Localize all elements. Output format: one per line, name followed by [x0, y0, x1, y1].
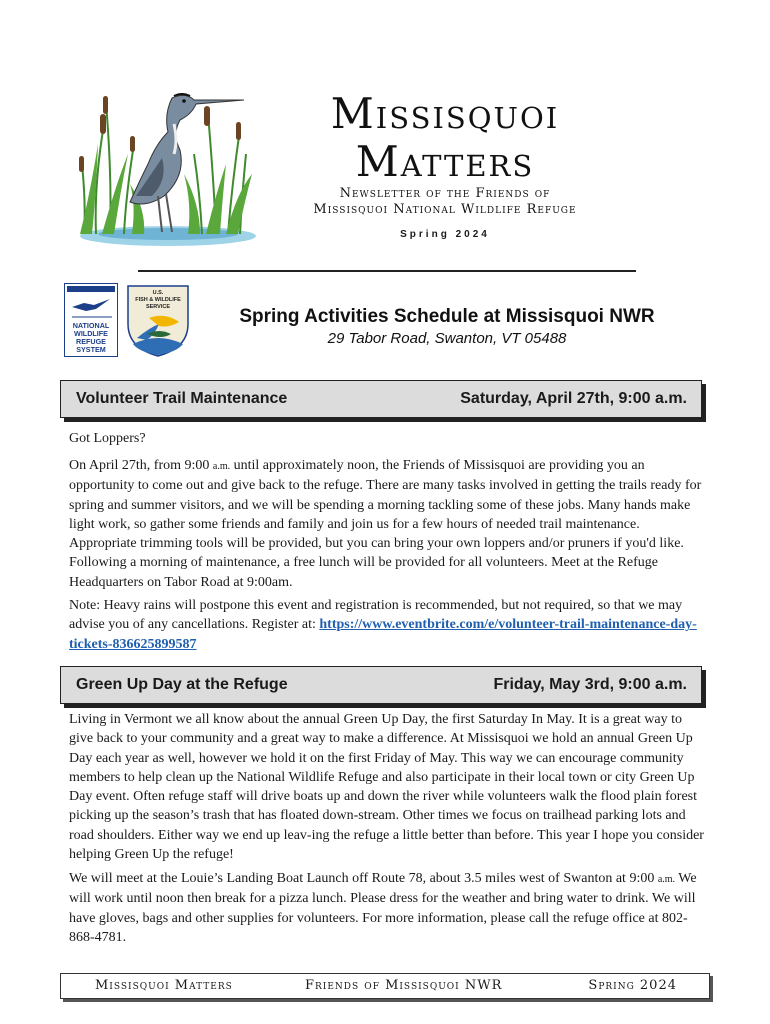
paragraph-volunteer-trail-maintenance — [69, 456, 705, 592]
newsletter-season: Spring 2024 — [400, 229, 490, 240]
footer-season: Spring 2024 — [588, 978, 677, 993]
masthead-divider — [138, 270, 636, 272]
nwrs-logo-line: NATIONAL — [72, 321, 110, 330]
fws-logo-line: SERVICE — [145, 304, 171, 310]
footer-organization: Friends of Missisquoi NWR — [305, 978, 503, 993]
paragraph-text: until approximately noon, the Friends of Missisquoi are providing you an opportunity to come out and give back to the refuge. There are many tasks involved in getting the trails ready for spring and summer visitors, and we will be spending a morning tackling some of these jobs. Many hands make light work, so gather some friends and family and join us for a few hours of needed trail maintenance. Appropriate trimming tools will be provided, but you can bring your own loppers and/or pruners if you'd like. Following a morning of maintenance, a free lunch will be provided for all volunteers. Meet at the Refuge Headquarters on Tabor Road at 9:00am. — [69, 458, 702, 590]
section-heading: Volunteer Trail Maintenance — [76, 390, 288, 407]
nwrs-logo-line: SYSTEM — [76, 345, 106, 354]
paragraph-green-up-day: Living in Vermont we all know about the annual Green Up Day, the first Saturday In May. It is a great way to give back to your community and a great way to make a difference. At Missisquoi we hold an annual Green Up Day each year as well, however we hold it on the first Friday of May. This way we can encourage community members to help clean up the National Wildlife Refuge and also participate in their local town or city Green Up Day event. Often refuge staff will drive boats up and down the river while volunteers walk the flood plain forest picking up the season’s trash that has floated down-stream. Other times we focus on trailhead parking lots and road shoulders. Either way we end up leav-ing the refuge a little better than before. This year I hope you consider helping Green Up the refuge! — [69, 712, 704, 863]
time-am: a.m. — [212, 461, 231, 472]
section-header-green-up-day — [60, 666, 702, 704]
time-am: a.m. — [657, 874, 676, 885]
fws-logo-line: U.S. — [152, 290, 164, 296]
section-date: Friday, May 3rd, 9:00 a.m. — [493, 676, 687, 693]
heron-illustration — [76, 84, 256, 248]
nwrs-logo-line: WILDLIFE — [74, 329, 108, 338]
paragraph-text: On April 27th, from 9:00 — [69, 458, 213, 473]
paragraph-text: We will meet at the Louie’s Landing Boat Launch off Route 78, about 3.5 miles west of Swanton at 9:00 — [69, 871, 658, 886]
national-wildlife-refuge-system-logo — [64, 283, 118, 357]
paragraph-text: We will work until noon then break for a pizza lunch. Please dress for the weather and bring water to drink. We will have gloves, bags and other supplies for volunteers. For more information, please call the refuge office at 802-868-4781. — [69, 871, 697, 945]
registration-link[interactable]: https://www.eventbrite.com/e/volunteer-trail-maintenance-day-tickets-836625899587 — [69, 617, 697, 652]
newsletter-subtitle-line-1: Newsletter of the Friends of — [339, 186, 551, 201]
nwrs-logo-line: REFUGE — [76, 337, 106, 346]
section-heading: Green Up Day at the Refuge — [76, 676, 288, 693]
paragraph-registration-note — [69, 596, 705, 654]
us-fish-wildlife-service-logo — [125, 284, 191, 358]
event-address: 29 Tabor Road, Swanton, VT 05488 — [327, 330, 567, 347]
section-intro: Got Loppers? — [69, 431, 146, 446]
newsletter-subtitle-line-2: Missisquoi National Wildlife Refuge — [313, 202, 577, 217]
page-footer — [60, 973, 710, 999]
newsletter-title-line-2: Matters — [355, 137, 535, 186]
section-header-volunteer-trail-maintenance — [60, 380, 702, 418]
paragraph-meeting-details — [69, 869, 705, 947]
newsletter-title-line-1: Missisquoi — [330, 89, 560, 138]
section-date: Saturday, April 27th, 9:00 a.m. — [460, 390, 687, 407]
footer-newsletter-name: Missisquoi Matters — [95, 978, 233, 993]
paragraph-text: Note: Heavy rains will postpone this event and registration is recommended, but not required, so that we may advise you of any cancellations. Register at: — [69, 598, 683, 633]
fws-logo-line: FISH & WILDLIFE — [135, 297, 181, 303]
event-schedule-title: Spring Activities Schedule at Missisquoi NWR — [239, 306, 655, 327]
